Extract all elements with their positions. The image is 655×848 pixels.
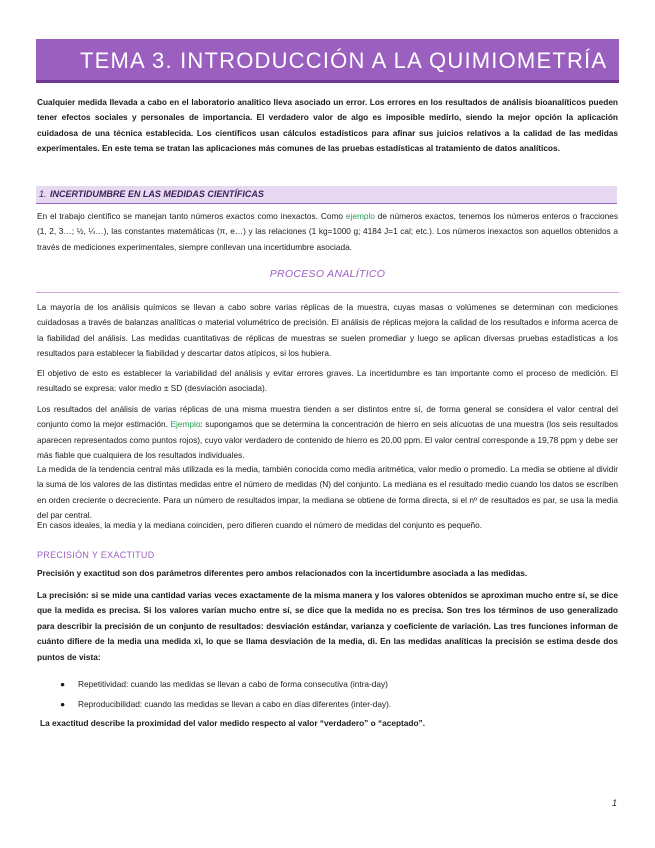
title-banner xyxy=(36,39,619,83)
intro-paragraph: Cualquier medida llevada a cabo en el laboratorio analítico lleva asociado un error. Los errores en los resultados de análisis bioanalíticos pueden tener efectos sociales y personales de importancia. El verdadero valor de algo es imposible medirlo, siendo la mejor opción la aplicación cuidadosa de una técnica establecida. Los científicos usan cálculos estadísticos para afinar sus juicios relativos a la calidad de las medidas experimentales. En este tema se tratan las aplicaciones más comunes de las pruebas estadísticas al tratamiento de datos analíticos. xyxy=(37,97,618,154)
page-number: 1 xyxy=(612,798,618,808)
section-title: INCERTIDUMBRE EN LAS MEDIDAS CIENTÍFICAS xyxy=(50,189,264,199)
precision-paragraph-2: La precisión: si se mide una cantidad varias veces exactamente de la misma manera y los valores obtenidos se aproximan mucho entre sí, se dice que la medida es precisa. Si los valores varían mucho entre sí, se dice que la medida no es precisa. Son tres los términos de uso generalizado para describir la precisión de un conjunto de resultados: desviación estándar, varianza y coeficiente de variación. Las tres funciones informan de cuánto difiere de la media una medida xi, lo que se llama desviación de la media, di. En las medidas analíticas la precisión se estima desde dos puntos de vista: xyxy=(37,590,618,662)
page-title: TEMA 3. INTRODUCCIÓN A LA QUIMIOMETRÍA xyxy=(80,48,608,73)
process3-text-before: Los resultados del análisis de varias réplicas de una misma muestra tienden a ser distintos entre sí, de forma general se considera el valor central del conjunto como la mejor estimación. xyxy=(37,404,618,430)
example-highlight-2: Ejemplo xyxy=(170,419,201,430)
process-heading: PROCESO ANALÍTICO xyxy=(269,268,386,280)
example-highlight: ejemplo xyxy=(345,211,375,221)
precision-bullet-list xyxy=(60,674,620,714)
bullet-icon: ● xyxy=(60,679,66,689)
precision-paragraph-1: Precisión y exactitud son dos parámetros diferentes pero ambos relacionados con la incertidumbre asociada a las medidas. xyxy=(37,568,528,578)
process-paragraph-4: La medida de la tendencia central más utilizada es la media, también conocida como media aritmética, valor medio o promedio. La media se obtiene al dividir la suma de los valores de las distintas medidas entre el número de medidas (N) del conjunto. La mediana es el resultado medio cuando los datos se escriben en orden creciente o decreciente. Para un número de resultados impar, la mediana se obtiene de forma directa, si el nº de resultados es par, se usa la media del par central. xyxy=(37,464,618,521)
process-paragraph-1: La mayoría de los análisis químicos se llevan a cabo sobre varias réplicas de la muestra, cuyas masas o volúmenes se determinan con mediciones cuidadosas a través de balanzas analíticas o material volumétrico de precisión. El análisis de réplicas mejora la calidad de los resultados e informa acerca de la fiabilidad del análisis. Las medidas cuantitativas de réplicas de muestras se suelen promediar y luego se aplican diversas pruebas estadísticas a los resultados para establecer la fiabilidad y descartar datos atípicos, si los hubiera. xyxy=(37,302,618,359)
list-item xyxy=(60,694,620,714)
precision-heading: PRECISIÓN Y EXACTITUD xyxy=(37,550,155,560)
section-heading-bar xyxy=(36,186,617,204)
process-paragraph-3 xyxy=(37,402,618,464)
bullet-text: Repetitividad: cuando las medidas se llevan a cabo de forma consecutiva (intra-day) xyxy=(78,679,388,689)
process-paragraph-2: El objetivo de esto es establecer la variabilidad del análisis y evitar errores graves. La incertidumbre es tan importante como el proceso de medición. El resultado se expresa: valor medio ± SD (desviación asociada). xyxy=(37,368,618,394)
process-divider xyxy=(36,292,619,293)
numbers-paragraph xyxy=(37,209,618,255)
section-number: 1. xyxy=(39,189,47,199)
numbers-text-before: En el trabajo científico se manejan tanto números exactos como inexactos. Como xyxy=(37,211,346,221)
exactitude-paragraph: La exactitud describe la proximidad del valor medido respecto al valor “verdadero” o “aceptado”. xyxy=(40,718,426,728)
process3-text-after: : supongamos que se determina la concentración de hierro en seis alícuotas de una muestra (los seis resultados aparecen representados como puntos rojos), cuyo valor verdadero de contenido de hierro es 20,00 ppm. El valor central corresponde a 19,78 ppm y debe ser más fiable que cualquiera de los resultados individuales. xyxy=(37,419,618,461)
numbers-text-after: de números exactos, tenemos los números enteros o fracciones (1, 2, 3…; ½, ¼…), las constantes matemáticas (π, e…) y las relaciones (1 kg=1000 g; 4184 J=1 cal; etc.). Los números inexactos son aquellos obtenidos a través de mediciones experimentales, siempre conllevan una incertidumbre asociada. xyxy=(37,211,618,252)
process-paragraph-5: En casos ideales, la media y la mediana coinciden, pero difieren cuando el número de medidas del conjunto es pequeño. xyxy=(37,520,483,530)
list-item xyxy=(60,674,620,694)
bullet-icon: ● xyxy=(60,699,66,709)
bullet-text: Reproducibilidad: cuando las medidas se llevan a cabo en días diferentes (inter-day). xyxy=(78,699,392,709)
